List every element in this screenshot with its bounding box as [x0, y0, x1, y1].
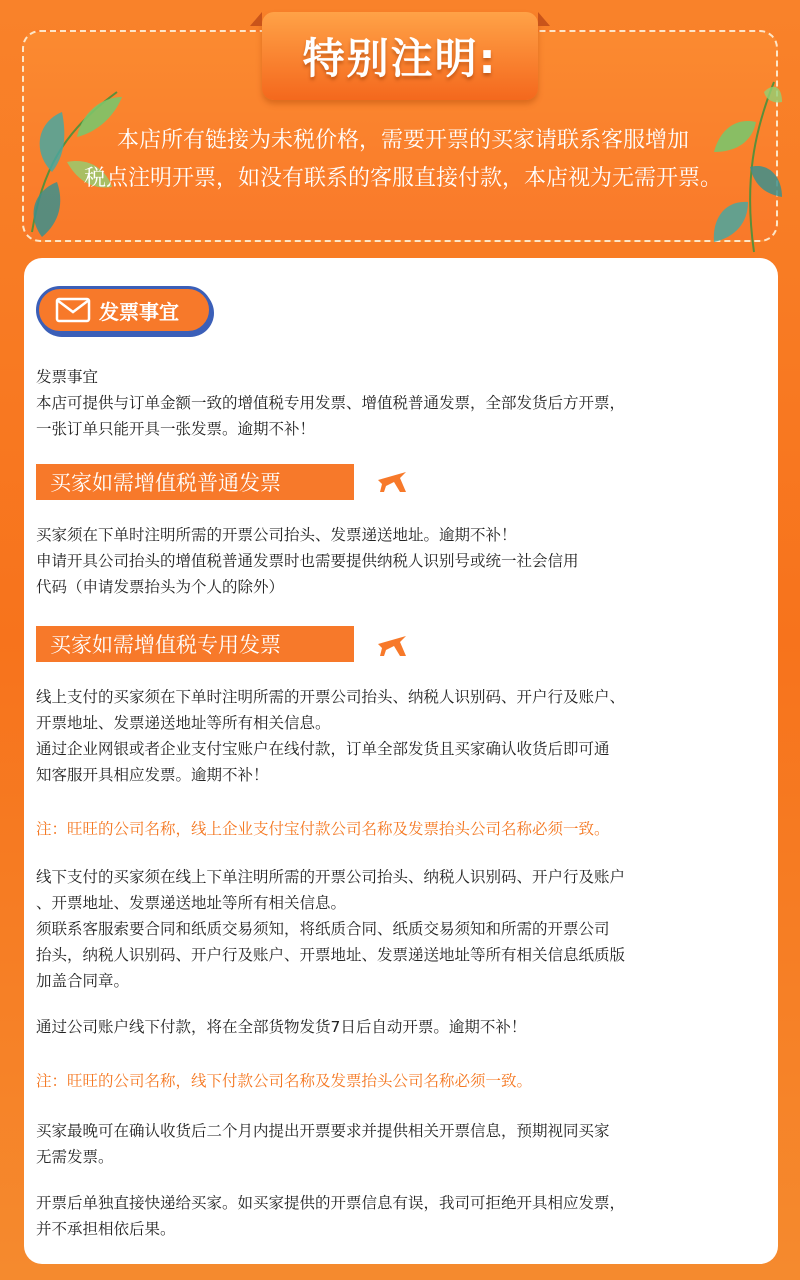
plane-icon [374, 626, 410, 662]
section2-line-2: 开票地址、发票递送地址等所有相关信息。 [36, 714, 331, 732]
section1-line-3: 代码（申请发票抬头为个人的除外） [36, 578, 285, 596]
page-title: 特别注明: [302, 34, 498, 83]
section1-line-1: 买家须在下单时注明所需的开票公司抬头、发票递送地址。逾期不补！ [36, 526, 517, 544]
section2-line-1: 线上支付的买家须在下单时注明所需的开票公司抬头、纳税人识别码、开户行及账户、 [36, 688, 626, 706]
section2-title: 买家如需增值税专用发票 [50, 633, 281, 657]
banner-line-2: 税点注明开票，如没有联系的客服直接付款，本店视为无需开票。 [83, 166, 722, 191]
banner-line-1: 本店所有链接为未税价格，需要开票的买家请联系客服增加 [116, 128, 689, 153]
section1-line-2: 申请开具公司抬头的增值税普通发票时也需要提供纳税人识别号或统一社会信用 [36, 552, 579, 570]
section1-title: 买家如需增值税普通发票 [50, 471, 281, 495]
offline-line-3: 须联系客服索要合同和纸质交易须知，将纸质合同、纸质交易须知和所需的开票公司 [36, 920, 610, 938]
offline-text [36, 864, 764, 994]
delivery-line-1: 开票后单独直接快递给买家。如买家提供的开票信息有误，我司可拒绝开具相应发票， [36, 1194, 626, 1212]
offline-pay-text: 通过公司账户线下付款，将在全部货物发货7日后自动开票。逾期不补！ [36, 1018, 527, 1036]
pill-label: 发票事宜 [99, 299, 179, 324]
deadline-line-2: 无需发票。 [36, 1148, 114, 1166]
normal-invoice-text [36, 522, 764, 600]
title-tab [262, 12, 538, 100]
section-title-special-invoice [36, 626, 354, 662]
invoice-pill [36, 286, 212, 334]
invoice-card [24, 258, 778, 1264]
deadline-text [36, 1118, 764, 1170]
deadline-line-1: 买家最晚可在确认收货后二个月内提出开票要求并提供相关开票信息，预期视同买家 [36, 1122, 610, 1140]
intro-line-2: 本店可提供与订单金额一致的增值税专用发票、增值税普通发票，全部发货后方开票， [36, 394, 626, 412]
offline-line-1: 线下支付的买家须在线上下单注明所需的开票公司抬头、纳税人识别码、开户行及账户 [36, 868, 626, 886]
special-invoice-text [36, 684, 764, 788]
delivery-line-2: 并不承担相依后果。 [36, 1220, 176, 1238]
banner-notice [50, 122, 756, 198]
offline-line-4: 抬头，纳税人识别码、开户行及账户、开票地址、发票递送地址等所有相关信息纸质版 [36, 946, 626, 964]
plane-icon [374, 462, 410, 498]
intro-text [36, 364, 764, 442]
intro-line-1: 发票事宜 [36, 368, 99, 386]
intro-line-3: 一张订单只能开具一张发票。逾期不补！ [36, 420, 316, 438]
section2-line-3: 通过企业网银或者企业支付宝账户在线付款，订单全部发货且买家确认收货后即可通 [36, 740, 610, 758]
section2-line-4: 知客服开具相应发票。逾期不补！ [36, 766, 269, 784]
offline-line-5: 加盖合同章。 [36, 972, 130, 990]
note-offline: 注：旺旺的公司名称，线下付款公司名称及发票抬头公司名称必须一致。 [36, 1072, 533, 1090]
offline-line-2: 、开票地址、发票递送地址等所有相关信息。 [36, 894, 347, 912]
envelope-icon [55, 297, 91, 323]
note-online: 注：旺旺的公司名称，线上企业支付宝付款公司名称及发票抬头公司名称必须一致。 [36, 820, 610, 838]
section-title-normal-invoice [36, 464, 354, 500]
delivery-text [36, 1190, 764, 1242]
